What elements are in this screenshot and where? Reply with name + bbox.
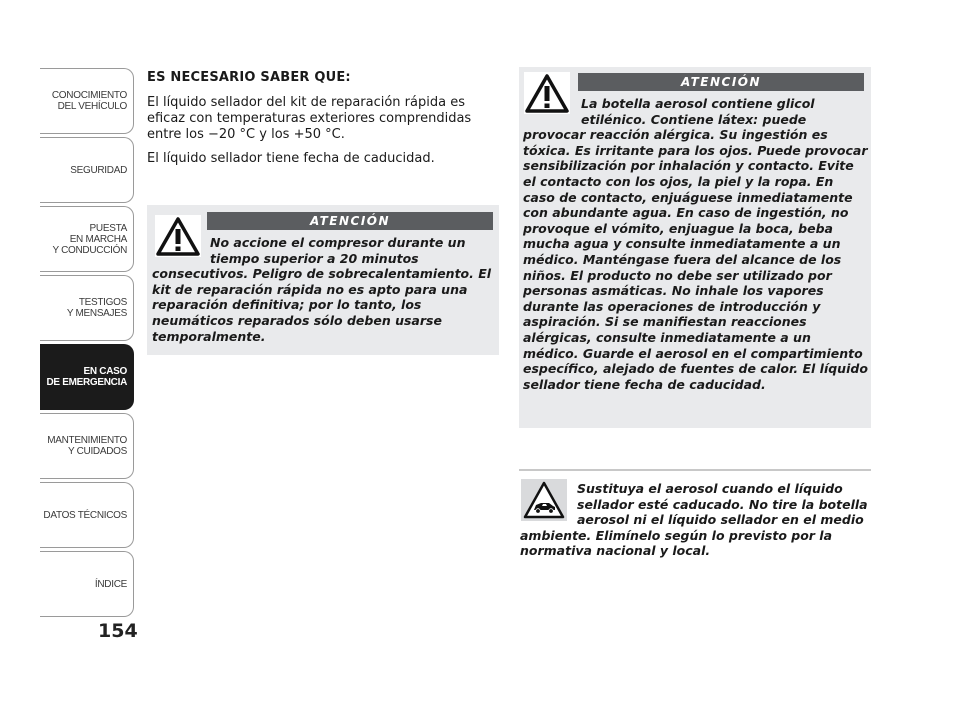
info-section (147, 70, 499, 175)
tab-seguridad[interactable] (40, 137, 134, 203)
warning-header: ATENCIÓN (207, 212, 493, 230)
tab-datos-tecnicos[interactable] (40, 482, 134, 548)
tab-puesta-en-marcha[interactable] (40, 206, 134, 272)
warning-box-compressor (147, 205, 499, 355)
warning-body: consecutivos. Peligro de sobrecalentamiento. El kit de reparación rápida no es apto para una reparación definitiva; por lo tanto, los neumáticos reparados sólo deben usarse temporalmente. (152, 266, 492, 344)
warning-lead: No accione el compresor durante un tiempo superior a 20 minutos (210, 235, 466, 266)
warning-box-aerosol (519, 67, 871, 428)
environment-note (520, 481, 872, 559)
tab-label: PUESTA EN MARCHA Y CONDUCCIÓN (52, 222, 127, 256)
tab-label: MANTENIMIENTO Y CUIDADOS (47, 435, 127, 457)
page-number: 154 (98, 620, 138, 642)
tab-label: TESTIGOS Y MENSAJES (66, 297, 127, 319)
warning-header: ATENCIÓN (578, 73, 864, 91)
info-paragraph: El líquido sellador del kit de reparación rápida es eficaz con temperaturas exteriores comprendidas entre los −20 °C y los +50 °C. (147, 95, 472, 142)
tab-mantenimiento-y-cuidados[interactable] (40, 413, 134, 479)
tab-en-caso-de-emergencia[interactable] (40, 344, 134, 410)
tab-label: SEGURIDAD (70, 164, 127, 176)
note-lead: Sustituya el aerosol cuando el líquido sellador esté caducado. No tire la botella aerosol ni el líquido sellador en el medio (577, 481, 868, 528)
tab-label: EN CASO DE EMERGENCIA (46, 366, 127, 388)
warning-text (523, 96, 869, 392)
warning-lead: La botella aerosol contiene glicol etilénico. Contiene látex: puede (581, 96, 815, 127)
note-body: ambiente. Elimínelo según lo previsto por la normativa nacional y local. (520, 527, 833, 559)
warning-body: provocar reacción alérgica. Su ingestión es tóxica. Es irritante para los ojos. Puede provocar sensibilización por inhalación y contacto. Evite el contacto con los ojos, la piel y la ropa. En caso de contacto, enjuáguese inmediatamente con abundante agua. En caso de ingestión, no provoque el vómito, enjuague la boca, beba mucha agua y consulte inmediatamente a un médico. Manténgase fuera del alcance de los niños. El producto no debe ser utilizado por personas asmáticas. No inhale los vapores durante las operaciones de introducción y aspiración. Si se manifiestan reacciones alérgicas, consulte inmediatamente a un médico. Guarde el aerosol en el compartimiento específico, alejado de fuentes de calor. El líquido sellador tiene fecha de caducidad. (523, 127, 868, 392)
tab-label: ÍNDICE (94, 578, 127, 590)
tab-testigos-y-mensajes[interactable] (40, 275, 134, 341)
section-heading: ES NECESARIO SABER QUE: (147, 70, 351, 85)
info-paragraph: El líquido sellador tiene fecha de caducidad. (147, 151, 435, 166)
tab-label: CONOCIMIENTO DEL VEHÍCULO (51, 90, 127, 112)
tab-indice[interactable] (40, 551, 134, 617)
tab-label: DATOS TÉCNICOS (43, 509, 127, 521)
divider (519, 469, 871, 471)
tab-conocimiento-del-vehiculo[interactable] (40, 68, 134, 134)
warning-text (152, 235, 494, 344)
